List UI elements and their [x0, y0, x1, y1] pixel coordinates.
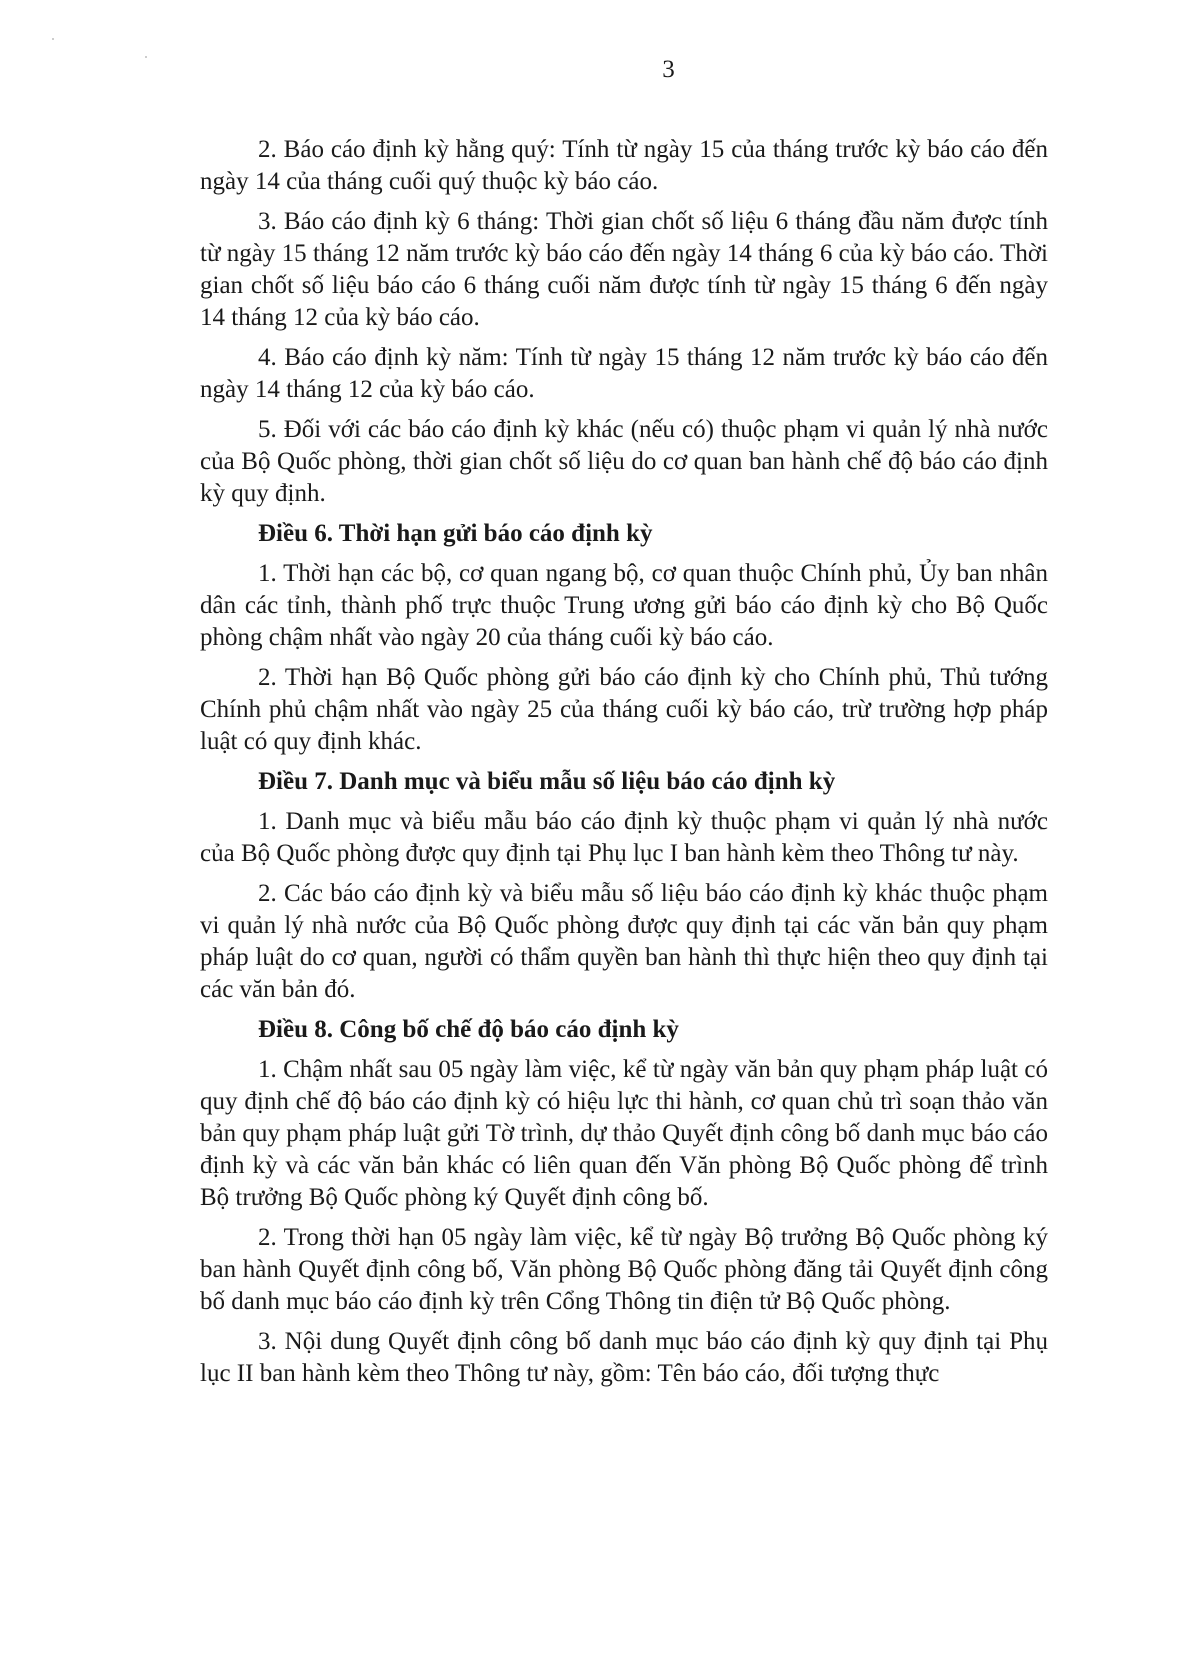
article-heading: Điều 6. Thời hạn gửi báo cáo định kỳ	[258, 520, 653, 547]
paragraph: 2. Các báo cáo định kỳ và biểu mẫu số liệu báo cáo định kỳ khác thuộc phạm vi quản lý nhà nước của Bộ Quốc phòng được quy định tại các văn bản quy phạm pháp luật do cơ quan, người có thẩm quyền ban hành thì thực hiện theo quy định tại các văn bản đó.	[200, 880, 1048, 1003]
paragraph: 5. Đối với các báo cáo định kỳ khác (nếu có) thuộc phạm vi quản lý nhà nước của Bộ Quốc phòng, thời gian chốt số liệu do cơ quan ban hành chế độ báo cáo định kỳ quy định.	[200, 416, 1048, 507]
paragraph: 1. Danh mục và biểu mẫu báo cáo định kỳ thuộc phạm vi quản lý nhà nước của Bộ Quốc phòng được quy định tại Phụ lục I ban hành kèm theo Thông tư này.	[200, 808, 1048, 867]
paragraph: 3. Báo cáo định kỳ 6 tháng: Thời gian chốt số liệu 6 tháng đầu năm được tính từ ngày 15 tháng 12 năm trước kỳ báo cáo đến ngày 14 tháng 6 của kỳ báo cáo. Thời gian chốt số liệu báo cáo 6 tháng cuối năm được tính từ ngày 15 tháng 6 đến ngày 14 tháng 12 của kỳ báo cáo.	[200, 208, 1048, 331]
paragraph: 2. Báo cáo định kỳ hằng quý: Tính từ ngày 15 của tháng trước kỳ báo cáo đến ngày 14 của tháng cuối quý thuộc kỳ báo cáo.	[200, 136, 1048, 195]
paragraph: 2. Thời hạn Bộ Quốc phòng gửi báo cáo định kỳ cho Chính phủ, Thủ tướng Chính phủ chậm nhất vào ngày 25 của tháng cuối kỳ báo cáo, trừ trường hợp pháp luật có quy định khác.	[200, 664, 1048, 755]
article-heading: Điều 8. Công bố chế độ báo cáo định kỳ	[258, 1016, 679, 1043]
paragraph: 1. Chậm nhất sau 05 ngày làm việc, kể từ ngày văn bản quy phạm pháp luật có quy định chế độ báo cáo định kỳ có hiệu lực thi hành, cơ quan chủ trì soạn thảo văn bản quy phạm pháp luật gửi Tờ trình, dự thảo Quyết định công bố danh mục báo cáo định kỳ và các văn bản khác có liên quan đến Văn phòng Bộ Quốc phòng để trình Bộ trưởng Bộ Quốc phòng ký Quyết định công bố.	[200, 1056, 1048, 1211]
scan-speck	[52, 38, 54, 40]
page-number: 3	[662, 56, 675, 83]
document-body	[200, 134, 1048, 1398]
paragraph: 3. Nội dung Quyết định công bố danh mục báo cáo định kỳ quy định tại Phụ lục II ban hành kèm theo Thông tư này, gồm: Tên báo cáo, đối tượng thực	[200, 1328, 1048, 1387]
paragraph: 4. Báo cáo định kỳ năm: Tính từ ngày 15 tháng 12 năm trước kỳ báo cáo đến ngày 14 tháng 12 của kỳ báo cáo.	[200, 344, 1048, 403]
paragraph: 2. Trong thời hạn 05 ngày làm việc, kể từ ngày Bộ trưởng Bộ Quốc phòng ký ban hành Quyết định công bố, Văn phòng Bộ Quốc phòng đăng tải Quyết định công bố danh mục báo cáo định kỳ trên Cổng Thông tin điện tử Bộ Quốc phòng.	[200, 1224, 1048, 1315]
paragraph: 1. Thời hạn các bộ, cơ quan ngang bộ, cơ quan thuộc Chính phủ, Ủy ban nhân dân các tỉnh, thành phố trực thuộc Trung ương gửi báo cáo định kỳ cho Bộ Quốc phòng chậm nhất vào ngày 20 của tháng cuối kỳ báo cáo.	[200, 560, 1048, 651]
article-heading: Điều 7. Danh mục và biểu mẫu số liệu báo cáo định kỳ	[258, 768, 836, 795]
